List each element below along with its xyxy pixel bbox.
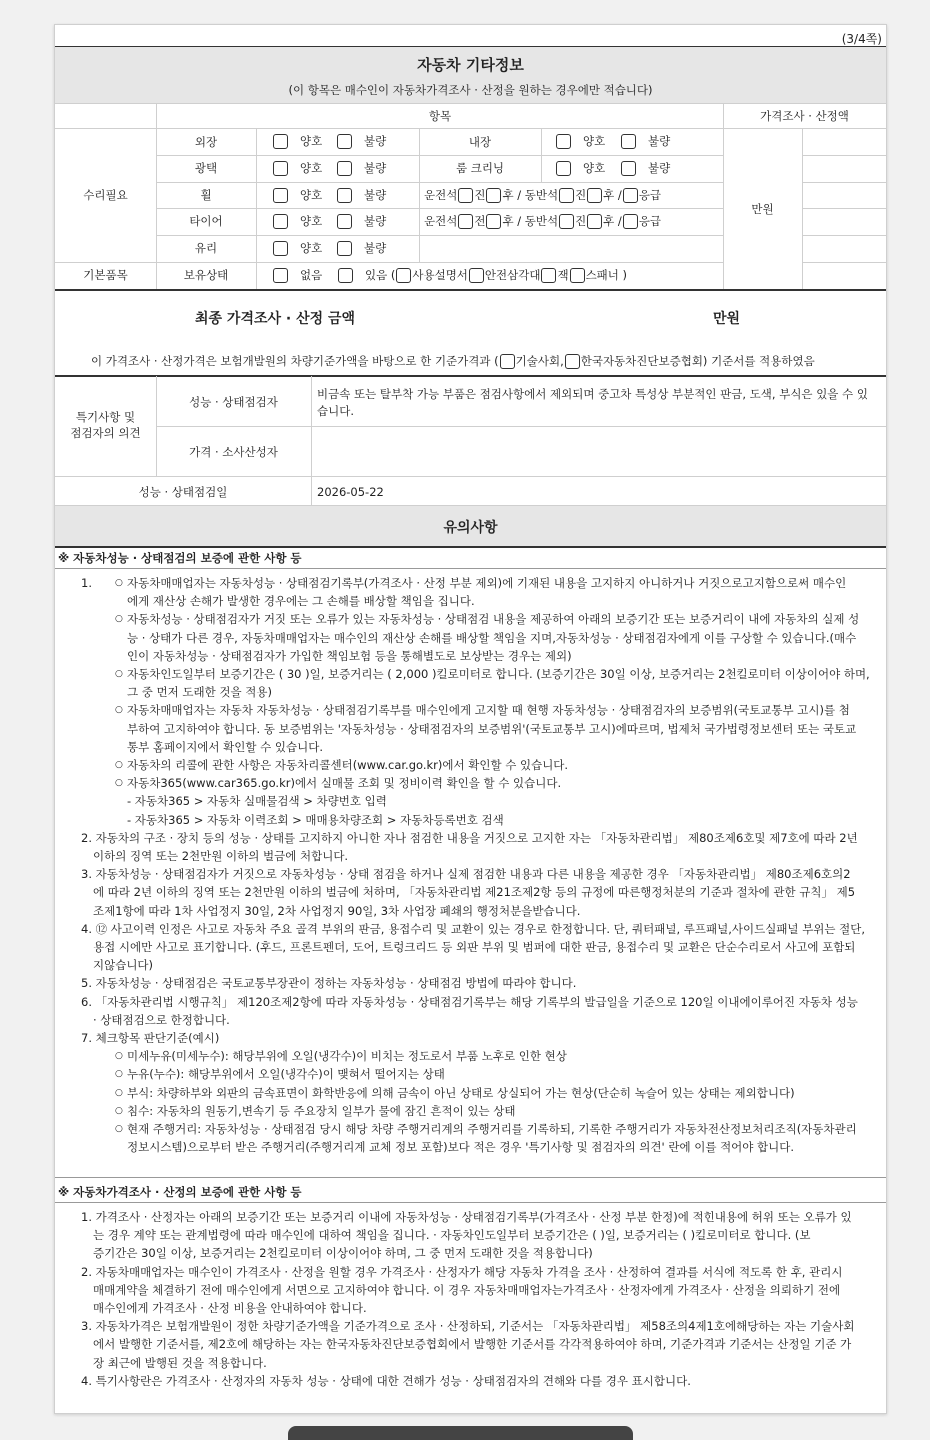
notice-item-7-bullet-line: ○ 미세누유(미세누수): 해당부위에 오일(냉각수)이 비치는 정도로서 부품 노후로 인한 현상 <box>115 1049 567 1064</box>
notice-item-1-bullet-line: 그 중 먼저 도래한 것을 적용) <box>127 685 272 700</box>
row-glass-label: 유리 <box>194 241 218 255</box>
notice-item-line: 지않습니다) <box>93 958 154 973</box>
notice-item-1-bullet-line: ○ 자동차365(www.car365.go.kr)에서 실매물 조회 및 정비이력 확인을 할 수 있습니다. <box>115 776 562 791</box>
notice-item-line: 4. ⑫ 사고이력 인정은 사고로 자동차 주요 골격 부위의 판금, 용접수리 및 교환이 있는 경우로 한정합니다. 단, 쿼터패널, 루프패널,사이드실패널 부위는 절단, <box>81 921 866 936</box>
notice-item-1-bullet-line: 통부 홈페이지에서 확인할 수 있습니다. <box>127 739 324 754</box>
checkbox[interactable] <box>337 161 352 176</box>
col-item-header: 항목 <box>428 109 452 123</box>
notice-item-line: 3. 자동차성능 · 상태점검자가 거짓으로 자동차성능 · 상태 점검을 하거나 실제 점검한 내용과 다른 내용을 제공한 경우 「자동차관리법」 제80조제6호의2 <box>81 867 851 882</box>
checkbox[interactable] <box>273 241 288 256</box>
tire-position-options[interactable]: 운전석 전 후 / 동반석 진 후 / 응급 <box>424 214 662 228</box>
checkbox[interactable] <box>621 134 636 149</box>
room-good-option[interactable]: 양호 <box>556 160 605 176</box>
extra-info-subtitle: (이 항목은 매수인이 자동차가격조사 · 산정을 원하는 경우에만 적습니다) <box>288 83 653 97</box>
notice-item-7-bullet-line: ○ 부식: 차량하부와 외판의 금속표면이 화학반응에 의해 금속이 아닌 상태로 상실되어 가는 현상(단순히 녹슬어 있는 상태는 제외합니다) <box>115 1085 795 1100</box>
extra-info-title: 자동차 기타정보 <box>417 56 524 74</box>
final-price-note: 이 가격조사 · 산정가격은 보험개발원의 차량기준가액을 바탕으로 한 기준가격과 ( 기술사회, 한국자동차진단보증협회) 기준서를 적용하였음 <box>91 354 815 368</box>
inspection-date-label: 성능 · 상태점검일 <box>138 485 228 499</box>
row-gloss-label: 광택 <box>194 161 218 175</box>
inspector-label: 성능 · 상태점검자 <box>189 395 278 409</box>
notice-sec2-line: 장 최근에 발행된 것을 적용합니다. <box>93 1355 267 1370</box>
notice-sec2-line: 에서 발행한 기준서를, 제2호에 해당하는 자는 한국자동차진단보증협회에서 발행한 기준서를 각각적용하여야 하며, 기준가격과 기준서는 산정일 기준 가 <box>93 1337 852 1352</box>
notice-item-1-bullet-line: ○ 자동차매매업자는 자동차성능 · 상태점검기록부(가격조사 · 산정 부분 제외)에 기재된 내용을 고지하지 아니하거나 거짓으로고지함으로써 매수인 <box>115 576 847 590</box>
notice-item-line: 7. 체크항목 판단기준(예시) <box>81 1031 220 1045</box>
row-room-cleaning-label: 룸 크리닝 <box>455 161 505 175</box>
notice-sec2-line: 증기간은 30일 이상, 보증거리는 2천킬로미터 이상이어야 하며, 그 중 먼저 도래한 것을 적용합니다) <box>93 1246 593 1261</box>
final-price-label: 최종 가격조사 · 산정 금액 <box>195 311 356 327</box>
notice-sec2-line: 매매계약을 체결하기 전에 매수인에게 서면으로 고지하여야 합니다. 이 경우 자동차매매업자는가격조사 · 산정자에게 가격조사 · 산정을 의뢰하기 전에 <box>93 1282 841 1297</box>
notice-item-line: 2. 자동차의 구조 · 장치 등의 성능 · 상태를 고지하지 아니한 자나 점검한 내용을 거짓으로 고지한 자는 「자동차관리법」 제80조제6호및 제7호에 따라 2년 <box>81 830 858 845</box>
notice-item-line: 용접 시에만 사고로 표기합니다. (후드, 프론트펜더, 도어, 트렁크리드 등 외판 부위 및 범퍼에 대한 판금, 용접수리 및 교환은 단순수리로서 사고에 포함되 <box>93 940 856 954</box>
basic-none-option[interactable]: 없음 <box>273 267 322 283</box>
row-tire-label: 타이어 <box>189 214 223 228</box>
checkbox[interactable] <box>273 188 288 203</box>
notice-item-1-bullet-line: 능 · 상태가 다른 경우, 자동차매매업자는 매수인의 재산상 손해를 배상할 책임을 지며,자동차성능 · 상태점검자에게 이를 구상할 수 있습니다.(매수 <box>127 630 857 645</box>
notice-item-1-bullet-line: ○ 자동차의 리콜에 관한 사항은 자동차리콜센터(www.car.go.kr)에서 확인할 수 있습니다. <box>115 758 569 772</box>
gloss-bad-option[interactable]: 불량 <box>337 160 386 176</box>
glass-good-option[interactable]: 양호 <box>273 240 322 256</box>
notice-item-7-bullet-line: 정보시스템)으로부터 받은 주행거리(주행거리계 교체 정보 포함)보다 적은 경우 '특기사항 및 점검자의 의견' 란에 이를 적어야 합니다. <box>127 1140 795 1155</box>
repair-needed-label: 수리필요 <box>83 188 128 202</box>
checkbox[interactable] <box>273 214 288 229</box>
notice-title: 유의사항 <box>443 520 498 536</box>
appraiser-label: 가격 · 소사산성자 <box>189 445 278 459</box>
notice-item-1-bullet-line: - 자동차365 > 자동차 이력조회 > 매매용차량조회 > 자동차등록번호 검색 <box>127 812 504 827</box>
price-unit-label: 만원 <box>751 202 774 216</box>
row-interior-label: 내장 <box>468 135 492 149</box>
notice-item-1-bullet-line: 부하여 고지하여야 합니다. 동 보증범위는 '자동차성능 · 상태점검자의 보증범위'(국토교통부 고시)에따르며, 법제처 국가법령정보센터 또는 국토교 <box>127 721 857 736</box>
notice-sec2-line: 4. 특기사항란은 가격조사 · 산정자의 자동차 성능 · 상태에 대한 견해가 성능 · 상태점검자의 견해와 다를 경우 표시합니다. <box>81 1373 691 1388</box>
notice-item-1-bullet-line: ○ 자동차매매업자는 자동차 자동차성능 · 상태점검기록부를 매수인에게 고지할 때 현행 자동차성능 · 상태점검자의 보증범위(국토교통부 고시)를 첨 <box>115 703 850 718</box>
notice-item-line: 6. 「자동차관리법 시행규칙」 제120조제2항에 따라 자동차성능 · 상태점검기록부는 해당 기록부의 발급일을 기준으로 120일 이내에이루어진 자동차 성능 <box>81 994 858 1009</box>
checkbox[interactable] <box>273 161 288 176</box>
notice-header <box>55 506 886 546</box>
interior-good-option[interactable]: 양호 <box>556 133 605 149</box>
tech-society-checkbox[interactable] <box>500 354 515 369</box>
basic-items-label: 기본품목 <box>83 268 128 282</box>
tire-bad-option[interactable]: 불량 <box>337 213 386 229</box>
document-page <box>54 24 887 1414</box>
notice-item-1-number: 1. <box>81 576 92 590</box>
checkbox[interactable] <box>273 268 288 283</box>
notice-item-line: 이하의 징역 또는 2천만원 이하의 벌금에 처합니다. <box>93 849 349 863</box>
notice-item-line: 조제1항에 따라 1차 사업정지 30일, 2차 사업정지 90일, 3차 사업장 폐쇄의 행정처분을받습니다. <box>93 903 581 918</box>
notice-sec2-line: 는 경우 계약 또는 관계법령에 따라 매수인에 대하여 책임을 집니다. · 자동차인도일부터 보증기간은 ( )일, 보증거리는 ( )킬로미터로 합니다. (보 <box>93 1228 811 1243</box>
kadia-checkbox[interactable] <box>565 354 580 369</box>
notice-sec2-line: 1. 가격조사 · 산정자는 아래의 보증기간 또는 보증거리 이내에 자동차성능 · 상태점검기록부(가격조사 · 산정 부분 한정)에 적힌내용에 허위 또는 오류가 있 <box>81 1210 852 1224</box>
interior-bad-option[interactable]: 불량 <box>621 133 670 149</box>
notice-item-1-bullet-line: ○ 자동차인도일부터 보증기간은 ( 30 )일, 보증거리는 ( 2,000 )킬로미터로 합니다. (보증기간은 30일 이상, 보증거리는 2천킬로미터 이상이어야 하며, <box>115 667 870 681</box>
glass-bad-option[interactable]: 불량 <box>337 240 386 256</box>
checkbox[interactable] <box>556 134 571 149</box>
notice-item-line: 에 따라 2년 이하의 징역 또는 2천만원 이하의 벌금에 처하며, 「자동차관리법 제21조제2항 등의 규정에 따른행정처분의 기준과 절차에 관한 규칙」 제5 <box>93 885 856 900</box>
notice-sec2-line: 2. 자동차매매업자는 매수인이 가격조사 · 산정을 원할 경우 가격조사 · 산정자가 해당 자동차 가격을 조사 · 산정하여 결과를 서식에 적도록 한 후, 관리시 <box>81 1264 843 1279</box>
tire-good-option[interactable]: 양호 <box>273 213 322 229</box>
exterior-bad-option[interactable]: 불량 <box>337 133 386 149</box>
notice-section1-heading: ※ 자동차성능 · 상태점검의 보증에 관한 사항 등 <box>58 551 302 565</box>
opinion-label: 특기사항 및 점검자의 의견 <box>70 410 141 440</box>
notice-item-line: · 상태점검으로 한정합니다. <box>93 1012 230 1027</box>
notice-sec2-line: 매수인에게 가격조사 · 산정 비용을 안내하여야 합니다. <box>93 1301 367 1315</box>
checkbox[interactable] <box>337 134 352 149</box>
notice-item-1-bullet-line: - 자동차365 > 자동차 실매물검색 > 차량번호 입력 <box>127 794 387 809</box>
notice-sec2-line: 3. 자동차가격은 보험개발원이 정한 차량기준가액을 기준가격으로 조사 · 산정하되, 기준서는 「자동차관리법」 제58조의4제1호에해당하는 자는 기술사회 <box>81 1319 855 1334</box>
row-exterior-label: 외장 <box>194 135 218 149</box>
checkbox[interactable] <box>556 161 571 176</box>
col-price-header: 가격조사 · 산정액 <box>760 109 849 123</box>
notice-section2-heading: ※ 자동차가격조사 · 산정의 보증에 관한 사항 등 <box>58 1185 302 1199</box>
notice-item-7-bullet-line: ○ 침수: 자동차의 원동기,변속기 등 주요장치 일부가 물에 잠긴 흔적이 있는 상태 <box>115 1103 516 1118</box>
room-bad-option[interactable]: 불량 <box>621 160 670 176</box>
checkbox[interactable] <box>621 161 636 176</box>
wheel-position-options[interactable]: 운전석 진 후 / 동반석 진 후 / 응급 <box>424 188 662 202</box>
notice-item-line: 5. 자동차성능 · 상태점검은 국토교통부장관이 정하는 자동차성능 · 상태점검 방법에 따라야 합니다. <box>81 976 577 991</box>
notice-item-7-bullet-line: ○ 현재 주행거리: 자동차성능 · 상태점검 당시 해당 차량 주행거리계의 주행거리를 기록하되, 기록한 주행거리가 자동차전산정보처리조직(자동차관리 <box>115 1122 857 1136</box>
notice-item-7-bullet-line: ○ 누유(누수): 해당부위에서 오일(냉각수)이 맺혀서 떨어지는 상태 <box>115 1067 445 1082</box>
final-price-unit: 만원 <box>713 311 741 327</box>
checkbox[interactable] <box>273 134 288 149</box>
basic-status-label: 보유상태 <box>183 268 229 282</box>
wheel-good-option[interactable]: 양호 <box>273 187 322 203</box>
row-wheel-label: 휠 <box>200 188 212 202</box>
inspector-opinion-text: 비금속 또는 탈부착 가능 부품은 점검사항에서 제외되며 중고차 특성상 부분적인 판금, 도색, 부식은 있을 수 있습니다. <box>317 387 868 418</box>
notice-item-1-bullet-line: 인이 자동차성능 · 상태점검자가 가입한 책임보험 등을 통해별도로 보상받는 경우는 제외) <box>127 648 572 663</box>
checkbox[interactable] <box>337 214 352 229</box>
horizontal-scrollbar[interactable] <box>288 1426 633 1440</box>
basic-items-options[interactable]: 있음 ( 사용설명서 안전삼각대 잭 스패너 ) <box>337 267 627 283</box>
extra-info-header <box>55 47 886 103</box>
notice-item-1-bullet-line: 에게 재산상 손해가 발생한 경우에는 그 손해를 배상할 책임을 집니다. <box>127 594 475 609</box>
exterior-good-option[interactable]: 양호 <box>273 133 322 149</box>
checkbox[interactable] <box>337 188 352 203</box>
page-number: (3/4쪽) <box>841 32 882 46</box>
gloss-good-option[interactable]: 양호 <box>273 160 322 176</box>
inspection-date-value: 2026-05-22 <box>317 485 384 499</box>
wheel-bad-option[interactable]: 불량 <box>337 187 386 203</box>
notice-item-1-bullet-line: ○ 자동차성능 · 상태점검자가 거짓 또는 오류가 있는 자동차성능 · 상태점검 내용을 제공하여 아래의 보증기간 또는 보증거리이 내에 자동차의 실제 성 <box>115 612 860 627</box>
checkbox[interactable] <box>337 241 352 256</box>
